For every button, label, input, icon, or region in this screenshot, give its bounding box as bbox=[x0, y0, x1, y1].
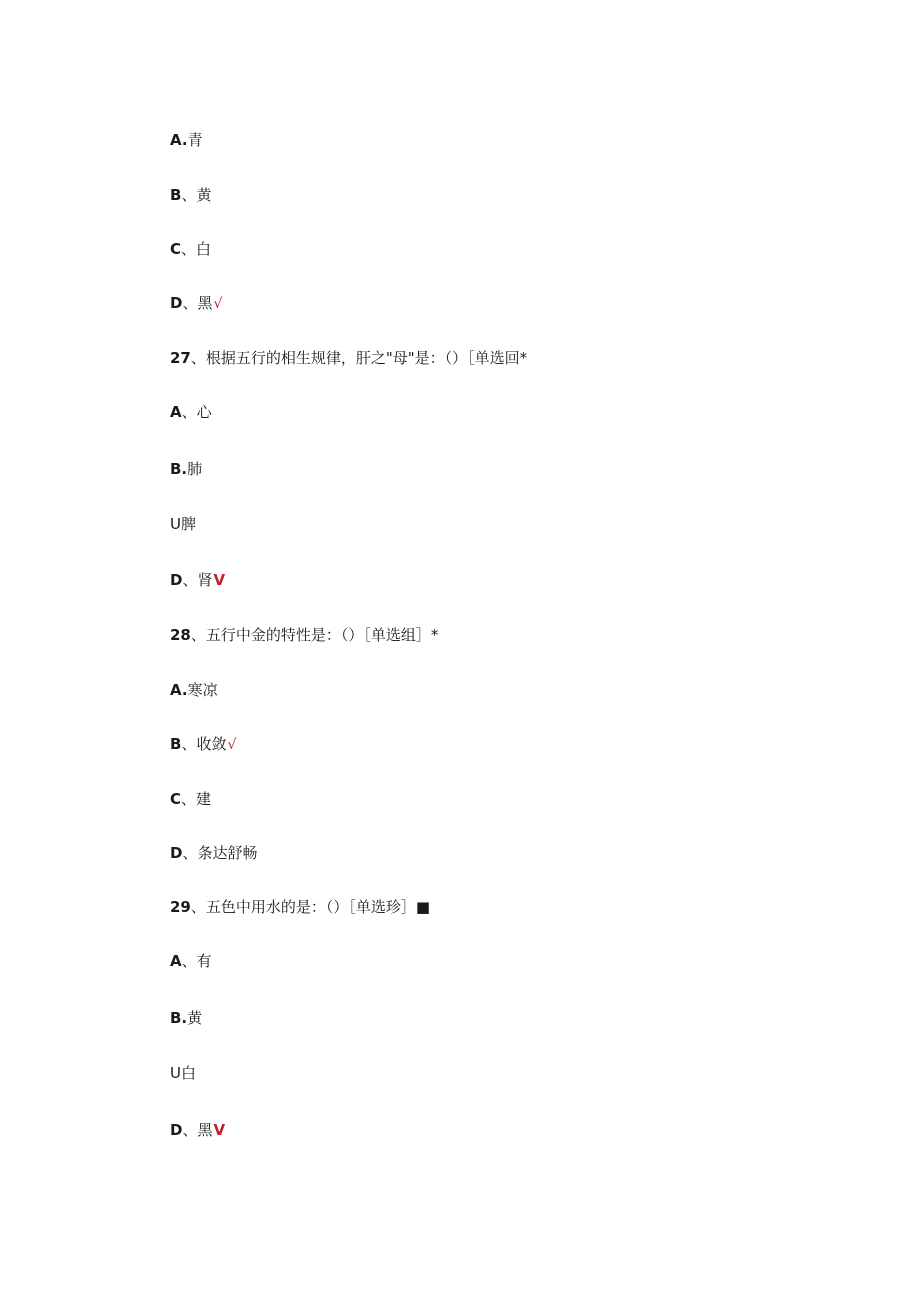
option-label: D bbox=[170, 571, 183, 589]
question-text: 、五行中金的特性是：（）［单选组］* bbox=[190, 626, 439, 644]
option-text: 寒凉 bbox=[187, 681, 218, 699]
option-line bbox=[170, 185, 211, 205]
option-line bbox=[170, 843, 257, 863]
option-text: 、黄 bbox=[181, 186, 212, 204]
option-text: 、肾 bbox=[182, 571, 213, 589]
option-label: D bbox=[170, 294, 183, 312]
option-line bbox=[170, 514, 196, 534]
option-label: D bbox=[170, 844, 183, 862]
option-line bbox=[170, 130, 203, 150]
correct-answer-mark: √ bbox=[213, 296, 223, 312]
option-line bbox=[170, 1120, 225, 1140]
question-line bbox=[170, 348, 527, 368]
question-line bbox=[170, 897, 430, 917]
correct-answer-mark: V bbox=[213, 571, 226, 589]
question-number: 28 bbox=[170, 626, 191, 644]
option-label: B bbox=[170, 735, 182, 753]
option-text: 、白 bbox=[181, 240, 212, 258]
option-text: 黄 bbox=[187, 1009, 203, 1027]
option-line bbox=[170, 570, 225, 590]
question-number: 27 bbox=[170, 349, 191, 367]
option-line bbox=[170, 789, 211, 809]
option-line bbox=[170, 1063, 196, 1083]
option-label: B. bbox=[170, 1009, 188, 1027]
option-label: A bbox=[170, 403, 182, 421]
correct-answer-mark: √ bbox=[227, 737, 237, 753]
option-text: 、条达舒畅 bbox=[182, 844, 258, 862]
option-line bbox=[170, 680, 218, 700]
correct-answer-mark: V bbox=[213, 1121, 226, 1139]
option-label: C bbox=[170, 240, 182, 258]
option-text: U白 bbox=[170, 1064, 196, 1082]
option-text: 、有 bbox=[181, 952, 212, 970]
option-text: 、收敛 bbox=[181, 735, 227, 753]
option-line bbox=[170, 459, 202, 479]
option-label: B bbox=[170, 186, 182, 204]
question-line bbox=[170, 625, 438, 645]
option-label: A. bbox=[170, 681, 188, 699]
option-label: C bbox=[170, 790, 182, 808]
option-line bbox=[170, 293, 222, 314]
option-line bbox=[170, 734, 236, 755]
option-text: U脾 bbox=[170, 515, 196, 533]
option-text: 、建 bbox=[181, 790, 212, 808]
question-text: 、五色中用水的是：（）［单选珍］■ bbox=[190, 898, 431, 916]
option-label: D bbox=[170, 1121, 183, 1139]
option-text: 、黑 bbox=[182, 1121, 213, 1139]
option-line bbox=[170, 1008, 202, 1028]
option-text: 青 bbox=[187, 131, 203, 149]
option-label: B. bbox=[170, 460, 188, 478]
question-number: 29 bbox=[170, 898, 191, 916]
option-label: A. bbox=[170, 131, 188, 149]
option-text: 、心 bbox=[181, 403, 212, 421]
option-text: 、黑 bbox=[182, 294, 213, 312]
option-line bbox=[170, 951, 212, 971]
option-line bbox=[170, 239, 211, 259]
option-line bbox=[170, 402, 212, 422]
option-text: 肺 bbox=[187, 460, 203, 478]
option-label: A bbox=[170, 952, 182, 970]
question-text: 、根据五行的相生规律，肝之"母"是：（）［单选回* bbox=[190, 349, 528, 367]
